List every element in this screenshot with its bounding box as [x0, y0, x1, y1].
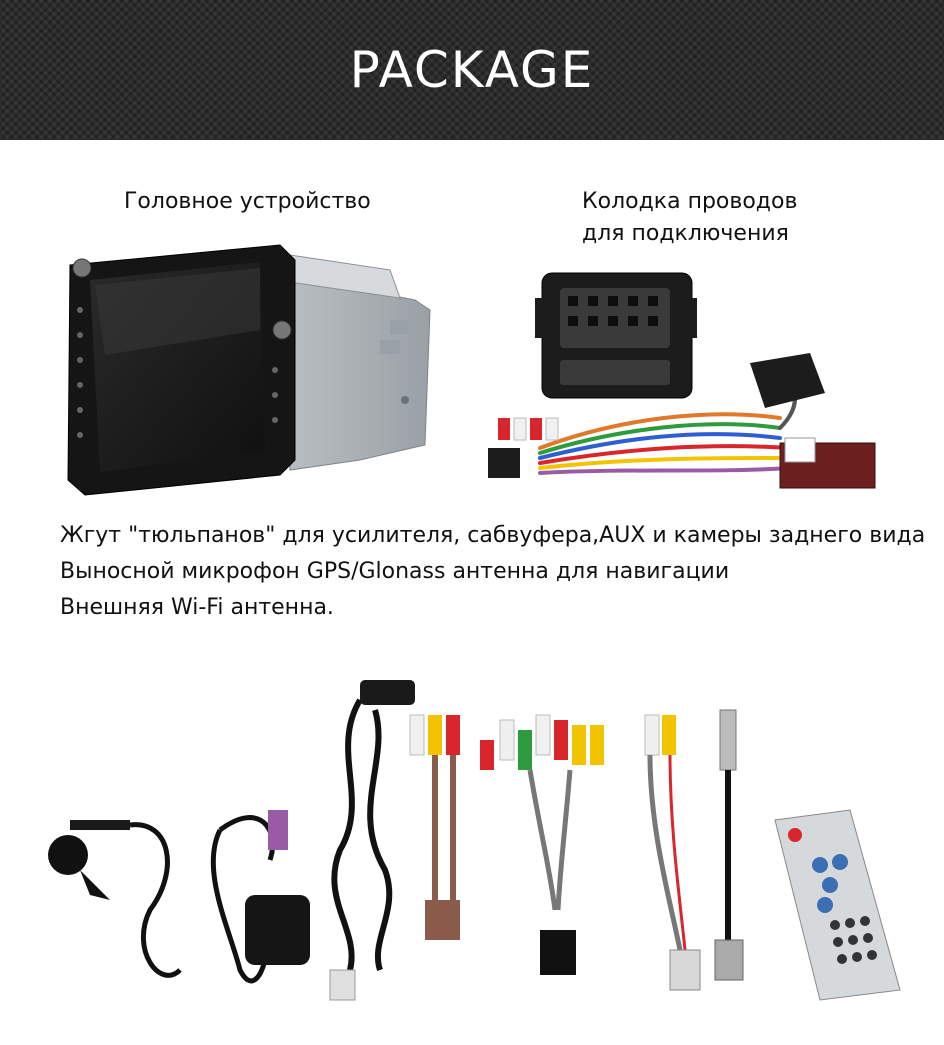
caption-harness-line1: Колодка проводов: [582, 189, 798, 214]
rca-cable-icon: [480, 715, 604, 975]
list-item: Жгут "тюльпанов" для усилителя, сабвуфера,AUX и камеры заднего вида: [60, 523, 926, 548]
header-banner: [0, 0, 944, 140]
wiring-harness-image: [480, 268, 900, 500]
caption-head-unit: Головное устройство: [124, 189, 371, 214]
radio-antenna-adapter-icon: [715, 710, 743, 980]
gps-antenna-icon: [213, 810, 310, 981]
caption-harness: [582, 186, 797, 250]
car-radio-head-unit-image: [60, 240, 440, 510]
package-contents-list: [60, 518, 925, 626]
microphone-icon: [48, 820, 180, 975]
wifi-antenna-icon: [330, 680, 415, 1000]
accessories-image: [30, 670, 910, 1020]
rca-cable-icon: [410, 715, 460, 940]
caption-harness-line2: для подключения: [582, 221, 789, 246]
remote-control-icon: [775, 810, 900, 1000]
list-item: Внешняя Wi-Fi антенна.: [60, 595, 334, 620]
list-item: Выносной микрофон GPS/Glonass антенна для навигации: [60, 559, 730, 584]
page-title: PACKAGE: [349, 41, 595, 99]
rca-cable-icon: [645, 715, 700, 990]
